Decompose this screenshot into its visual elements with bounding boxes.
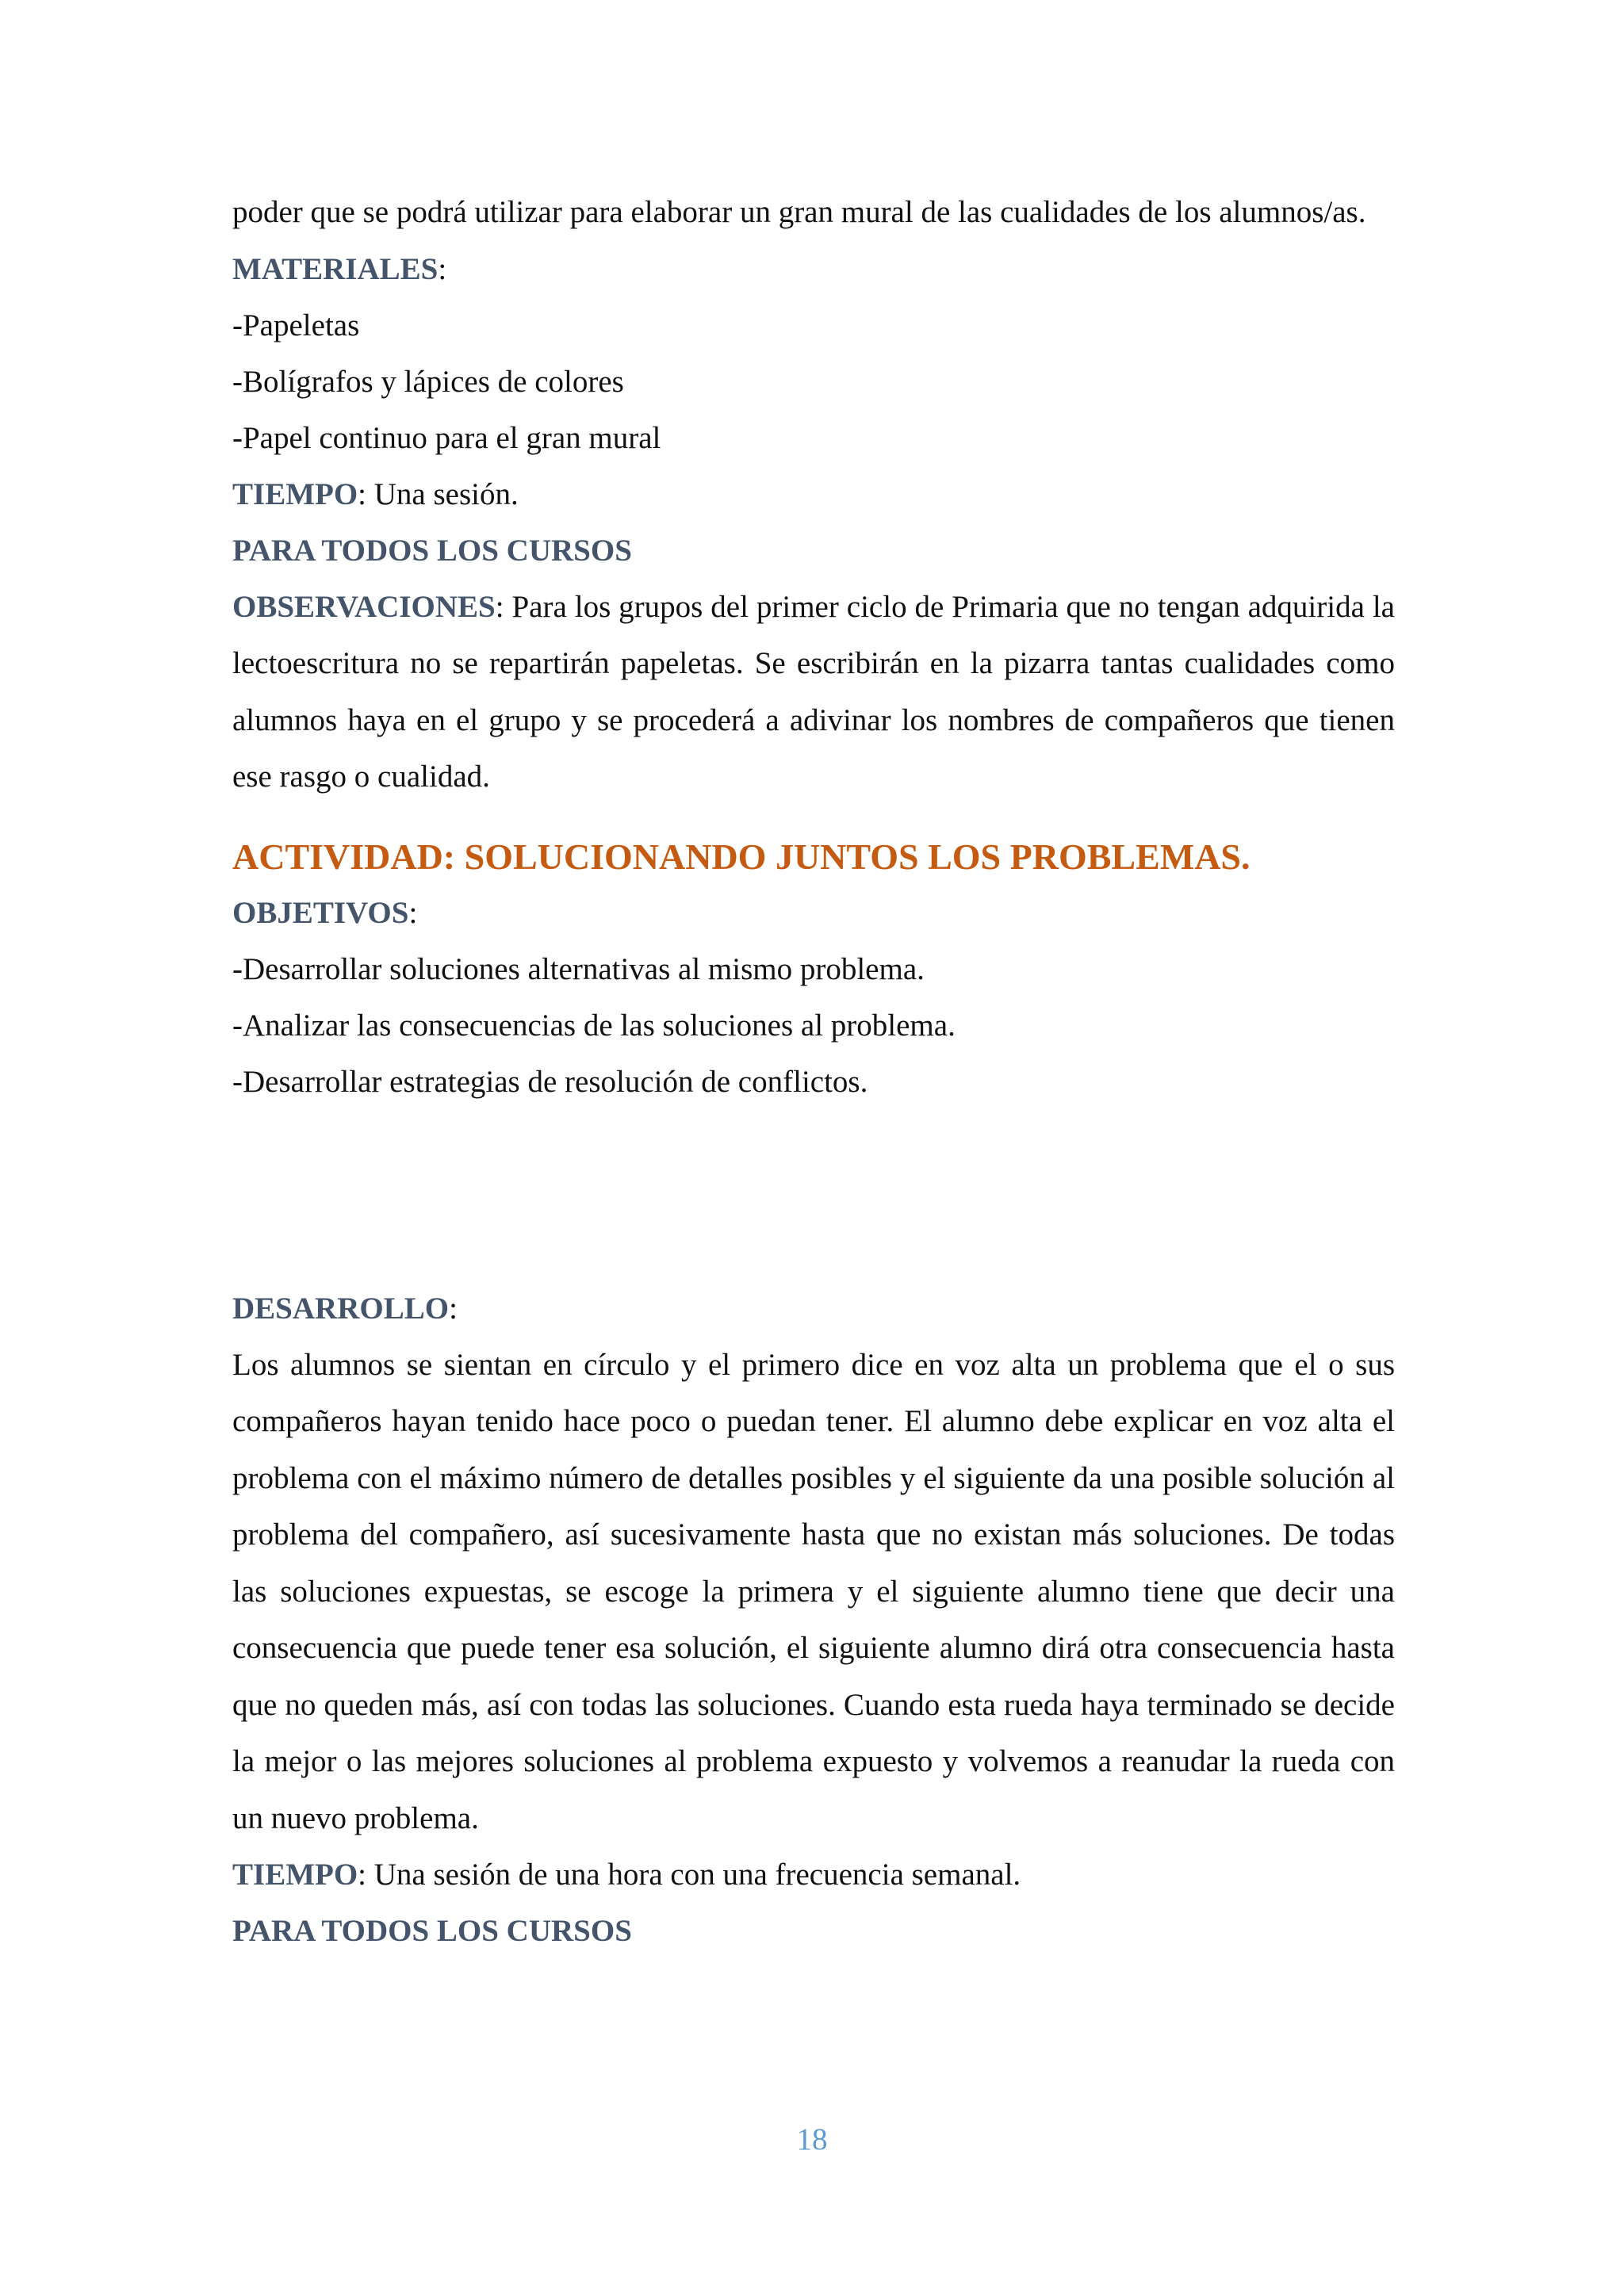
objetivos-colon: : [408, 895, 418, 930]
desarrollo-paragraph: Los alumnos se sientan en círculo y el primero dice en voz alta un problema que el o sus compañeros hayan tenido hace poco o puedan tener. El alumno debe explicar en voz alta el problema con el máximo número de detalles posibles y el siguiente da una posible solución al problema del compañero, así sucesivamente hasta que no existan más soluciones. De todas las soluciones expuestas, se escoge la primera y el siguiente alumno tiene que decir una consecuencia que puede tener esa solución, el siguiente alumno dirá otra consecuencia hasta que no queden más, así con todas las soluciones. Cuando esta rueda haya terminado se decide la mejor o las mejores soluciones al problema expuesto y volvemos a reanudar la rueda con un nuevo problema. [232, 1347, 1395, 1835]
blank-space [232, 1110, 1395, 1280]
tiempo-line [232, 1846, 1395, 1903]
page-number: 18 [796, 2122, 828, 2156]
page-content [232, 184, 1395, 1959]
objetivos-heading [232, 885, 1395, 941]
observaciones-paragraph [232, 579, 1395, 806]
tiempo-label: TIEMPO [232, 476, 358, 511]
observaciones-text: : Para los grupos del primer ciclo de Primaria que no tengan adquirida la lectoescritura no se repartirán papeletas. Se escribirán en la pizarra tantas cualidades como alumnos haya en el grupo y se procederá a adivinar los nombres de compañeros que tienen ese rasgo o cualidad. [232, 589, 1395, 794]
materiales-item: -Papeletas [232, 308, 360, 342]
desarrollo-colon: : [449, 1291, 458, 1326]
activity-title: ACTIVIDAD: SOLUCIONANDO JUNTOS LOS PROBLEMAS. [232, 836, 1251, 877]
materiales-label: MATERIALES [232, 251, 439, 286]
materiales-heading [232, 241, 1395, 297]
para-todos-los-cursos: PARA TODOS LOS CURSOS [232, 533, 632, 568]
para-todos-los-cursos: PARA TODOS LOS CURSOS [232, 1914, 632, 1948]
desarrollo-heading [232, 1280, 1395, 1337]
desarrollo-label: DESARROLLO [232, 1291, 450, 1326]
materiales-item: -Bolígrafos y lápices de colores [232, 364, 624, 399]
tiempo-text: : Una sesión. [358, 476, 519, 511]
objetivos-item: -Desarrollar soluciones alternativas al mismo problema. [232, 951, 925, 986]
tiempo-text: : Una sesión de una hora con una frecuencia semanal. [358, 1858, 1021, 1892]
observaciones-label: OBSERVACIONES [232, 589, 496, 624]
tiempo-line [232, 466, 1395, 522]
intro-paragraph: poder que se podrá utilizar para elaborar un gran mural de las cualidades de los alumnos/as. [232, 195, 1366, 229]
materiales-colon: : [438, 251, 447, 286]
objetivos-item: -Analizar las consecuencias de las soluciones al problema. [232, 1008, 956, 1043]
tiempo-label: TIEMPO [232, 1858, 358, 1892]
objetivos-item: -Desarrollar estrategias de resolución de conflictos. [232, 1064, 868, 1099]
materiales-item: -Papel continuo para el gran mural [232, 420, 661, 455]
objetivos-label: OBJETIVOS [232, 895, 409, 930]
